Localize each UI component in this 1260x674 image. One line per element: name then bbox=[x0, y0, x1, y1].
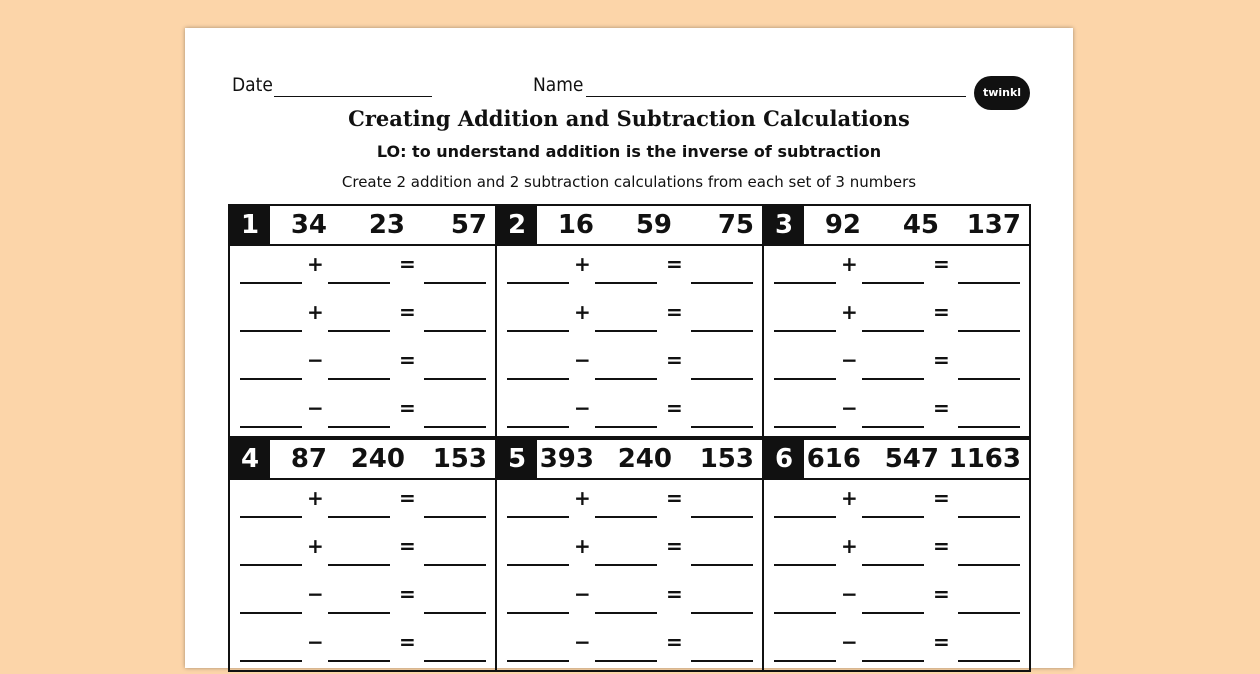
worksheet-page bbox=[185, 28, 1073, 668]
answer-blank[interactable] bbox=[507, 516, 569, 518]
equals-sign: = bbox=[666, 252, 683, 276]
given-number: 153 bbox=[699, 444, 754, 474]
answer-blank[interactable] bbox=[507, 330, 569, 332]
equals-sign: = bbox=[399, 396, 416, 420]
given-number: 23 bbox=[368, 210, 405, 240]
answer-blank[interactable] bbox=[862, 330, 924, 332]
answer-blank[interactable] bbox=[774, 378, 836, 380]
answer-blank[interactable] bbox=[691, 282, 753, 284]
answer-blank[interactable] bbox=[507, 660, 569, 662]
given-number: 393 bbox=[539, 444, 594, 474]
name-field[interactable] bbox=[586, 96, 966, 97]
equals-sign: = bbox=[666, 300, 683, 324]
answer-blank[interactable] bbox=[958, 516, 1020, 518]
answer-blank[interactable] bbox=[691, 426, 753, 428]
operator-sign: − bbox=[841, 348, 858, 372]
given-number: 1163 bbox=[948, 444, 1021, 474]
calculation-grid bbox=[228, 204, 1033, 674]
instructions: Create 2 addition and 2 subtraction calculations from each set of 3 numbers bbox=[341, 173, 917, 191]
box-number: 3 bbox=[764, 206, 804, 244]
date-field[interactable] bbox=[274, 96, 432, 97]
answer-blank[interactable] bbox=[958, 426, 1020, 428]
answer-blank[interactable] bbox=[595, 612, 657, 614]
answer-blank[interactable] bbox=[328, 612, 390, 614]
operator-sign: + bbox=[307, 252, 324, 276]
given-number: 240 bbox=[617, 444, 672, 474]
answer-blank[interactable] bbox=[958, 378, 1020, 380]
operator-sign: + bbox=[574, 534, 591, 558]
given-number: 16 bbox=[557, 210, 594, 240]
answer-blank[interactable] bbox=[507, 612, 569, 614]
operator-sign: + bbox=[841, 252, 858, 276]
calculation-box bbox=[495, 438, 764, 672]
equals-sign: = bbox=[666, 630, 683, 654]
equals-sign: = bbox=[666, 582, 683, 606]
twinkl-logo: twinkl bbox=[974, 76, 1030, 110]
answer-blank[interactable] bbox=[958, 660, 1020, 662]
answer-blank[interactable] bbox=[240, 660, 302, 662]
answer-blank[interactable] bbox=[862, 564, 924, 566]
given-number: 34 bbox=[290, 210, 327, 240]
answer-blank[interactable] bbox=[424, 516, 486, 518]
answer-blank[interactable] bbox=[595, 516, 657, 518]
answer-blank[interactable] bbox=[595, 282, 657, 284]
answer-blank[interactable] bbox=[424, 660, 486, 662]
answer-blank[interactable] bbox=[958, 612, 1020, 614]
learning-objective: LO: to understand addition is the inverse of subtraction bbox=[376, 142, 882, 161]
calculation-box bbox=[495, 204, 764, 438]
answer-blank[interactable] bbox=[328, 660, 390, 662]
given-number: 137 bbox=[966, 210, 1021, 240]
answer-blank[interactable] bbox=[691, 378, 753, 380]
answer-blank[interactable] bbox=[862, 378, 924, 380]
equals-sign: = bbox=[399, 582, 416, 606]
equals-sign: = bbox=[399, 348, 416, 372]
operator-sign: − bbox=[307, 348, 324, 372]
answer-blank[interactable] bbox=[774, 426, 836, 428]
answer-blank[interactable] bbox=[862, 426, 924, 428]
worksheet-title: Creating Addition and Subtraction Calculations bbox=[348, 106, 910, 131]
calculation-box bbox=[762, 438, 1031, 672]
operator-sign: − bbox=[841, 396, 858, 420]
answer-blank[interactable] bbox=[958, 330, 1020, 332]
answer-blank[interactable] bbox=[595, 660, 657, 662]
calculation-box bbox=[228, 204, 497, 438]
answer-blank[interactable] bbox=[595, 564, 657, 566]
equals-sign: = bbox=[666, 396, 683, 420]
answer-blank[interactable] bbox=[328, 282, 390, 284]
answer-blank[interactable] bbox=[691, 612, 753, 614]
answer-blank[interactable] bbox=[328, 426, 390, 428]
operator-sign: − bbox=[574, 630, 591, 654]
box-number: 5 bbox=[497, 440, 537, 478]
answer-blank[interactable] bbox=[774, 564, 836, 566]
given-number: 75 bbox=[717, 210, 754, 240]
name-label: Name bbox=[533, 74, 584, 96]
answer-blank[interactable] bbox=[240, 612, 302, 614]
calculation-box bbox=[228, 438, 497, 672]
equals-sign: = bbox=[933, 630, 950, 654]
answer-blank[interactable] bbox=[240, 516, 302, 518]
answer-blank[interactable] bbox=[691, 564, 753, 566]
answer-blank[interactable] bbox=[424, 426, 486, 428]
answer-blank[interactable] bbox=[691, 330, 753, 332]
operator-sign: − bbox=[307, 396, 324, 420]
given-number: 45 bbox=[902, 210, 939, 240]
answer-blank[interactable] bbox=[424, 282, 486, 284]
operator-sign: − bbox=[307, 630, 324, 654]
equals-sign: = bbox=[399, 252, 416, 276]
box-number: 1 bbox=[230, 206, 270, 244]
operator-sign: + bbox=[574, 300, 591, 324]
answer-blank[interactable] bbox=[328, 330, 390, 332]
given-number: 616 bbox=[806, 444, 861, 474]
equals-sign: = bbox=[399, 630, 416, 654]
answer-blank[interactable] bbox=[862, 660, 924, 662]
answer-blank[interactable] bbox=[507, 282, 569, 284]
answer-blank[interactable] bbox=[862, 612, 924, 614]
answer-blank[interactable] bbox=[958, 282, 1020, 284]
given-number: 87 bbox=[290, 444, 327, 474]
answer-blank[interactable] bbox=[507, 378, 569, 380]
given-number: 92 bbox=[824, 210, 861, 240]
answer-blank[interactable] bbox=[595, 426, 657, 428]
answer-blank[interactable] bbox=[240, 426, 302, 428]
answer-blank[interactable] bbox=[507, 564, 569, 566]
equals-sign: = bbox=[933, 396, 950, 420]
answer-blank[interactable] bbox=[424, 564, 486, 566]
answer-blank[interactable] bbox=[595, 330, 657, 332]
operator-sign: + bbox=[307, 300, 324, 324]
given-number: 547 bbox=[884, 444, 939, 474]
answer-blank[interactable] bbox=[240, 564, 302, 566]
answer-blank[interactable] bbox=[240, 282, 302, 284]
answer-blank[interactable] bbox=[774, 516, 836, 518]
answer-blank[interactable] bbox=[862, 516, 924, 518]
given-number: 153 bbox=[432, 444, 487, 474]
number-set-header bbox=[497, 440, 762, 480]
operator-sign: + bbox=[307, 534, 324, 558]
equals-sign: = bbox=[933, 486, 950, 510]
answer-blank[interactable] bbox=[328, 378, 390, 380]
equals-sign: = bbox=[933, 348, 950, 372]
operator-sign: + bbox=[841, 534, 858, 558]
operator-sign: + bbox=[307, 486, 324, 510]
operator-sign: + bbox=[574, 486, 591, 510]
equals-sign: = bbox=[666, 348, 683, 372]
box-number: 6 bbox=[764, 440, 804, 478]
equals-sign: = bbox=[933, 534, 950, 558]
answer-blank[interactable] bbox=[774, 282, 836, 284]
equals-sign: = bbox=[933, 582, 950, 606]
date-label: Date bbox=[232, 74, 273, 96]
operator-sign: − bbox=[841, 630, 858, 654]
operator-sign: − bbox=[841, 582, 858, 606]
answer-blank[interactable] bbox=[328, 516, 390, 518]
given-number: 59 bbox=[635, 210, 672, 240]
answer-blank[interactable] bbox=[595, 378, 657, 380]
operator-sign: + bbox=[841, 300, 858, 324]
answer-blank[interactable] bbox=[507, 426, 569, 428]
answer-blank[interactable] bbox=[691, 660, 753, 662]
box-number: 2 bbox=[497, 206, 537, 244]
operator-sign: − bbox=[307, 582, 324, 606]
equals-sign: = bbox=[933, 252, 950, 276]
answer-blank[interactable] bbox=[958, 564, 1020, 566]
answer-blank[interactable] bbox=[240, 330, 302, 332]
equals-sign: = bbox=[933, 300, 950, 324]
answer-blank[interactable] bbox=[424, 612, 486, 614]
answer-blank[interactable] bbox=[424, 378, 486, 380]
number-set-header bbox=[230, 206, 495, 246]
equals-sign: = bbox=[399, 300, 416, 324]
equals-sign: = bbox=[666, 534, 683, 558]
operator-sign: − bbox=[574, 348, 591, 372]
answer-blank[interactable] bbox=[691, 516, 753, 518]
answer-blank[interactable] bbox=[328, 564, 390, 566]
answer-blank[interactable] bbox=[774, 660, 836, 662]
box-number: 4 bbox=[230, 440, 270, 478]
calculation-box bbox=[762, 204, 1031, 438]
given-number: 57 bbox=[450, 210, 487, 240]
operator-sign: − bbox=[574, 396, 591, 420]
equals-sign: = bbox=[399, 486, 416, 510]
equals-sign: = bbox=[666, 486, 683, 510]
answer-blank[interactable] bbox=[240, 378, 302, 380]
answer-blank[interactable] bbox=[774, 612, 836, 614]
equals-sign: = bbox=[399, 534, 416, 558]
operator-sign: − bbox=[574, 582, 591, 606]
number-set-header bbox=[764, 440, 1029, 480]
answer-blank[interactable] bbox=[774, 330, 836, 332]
number-set-header bbox=[764, 206, 1029, 246]
operator-sign: + bbox=[841, 486, 858, 510]
given-number: 240 bbox=[350, 444, 405, 474]
number-set-header bbox=[497, 206, 762, 246]
operator-sign: + bbox=[574, 252, 591, 276]
answer-blank[interactable] bbox=[424, 330, 486, 332]
answer-blank[interactable] bbox=[862, 282, 924, 284]
number-set-header bbox=[230, 440, 495, 480]
